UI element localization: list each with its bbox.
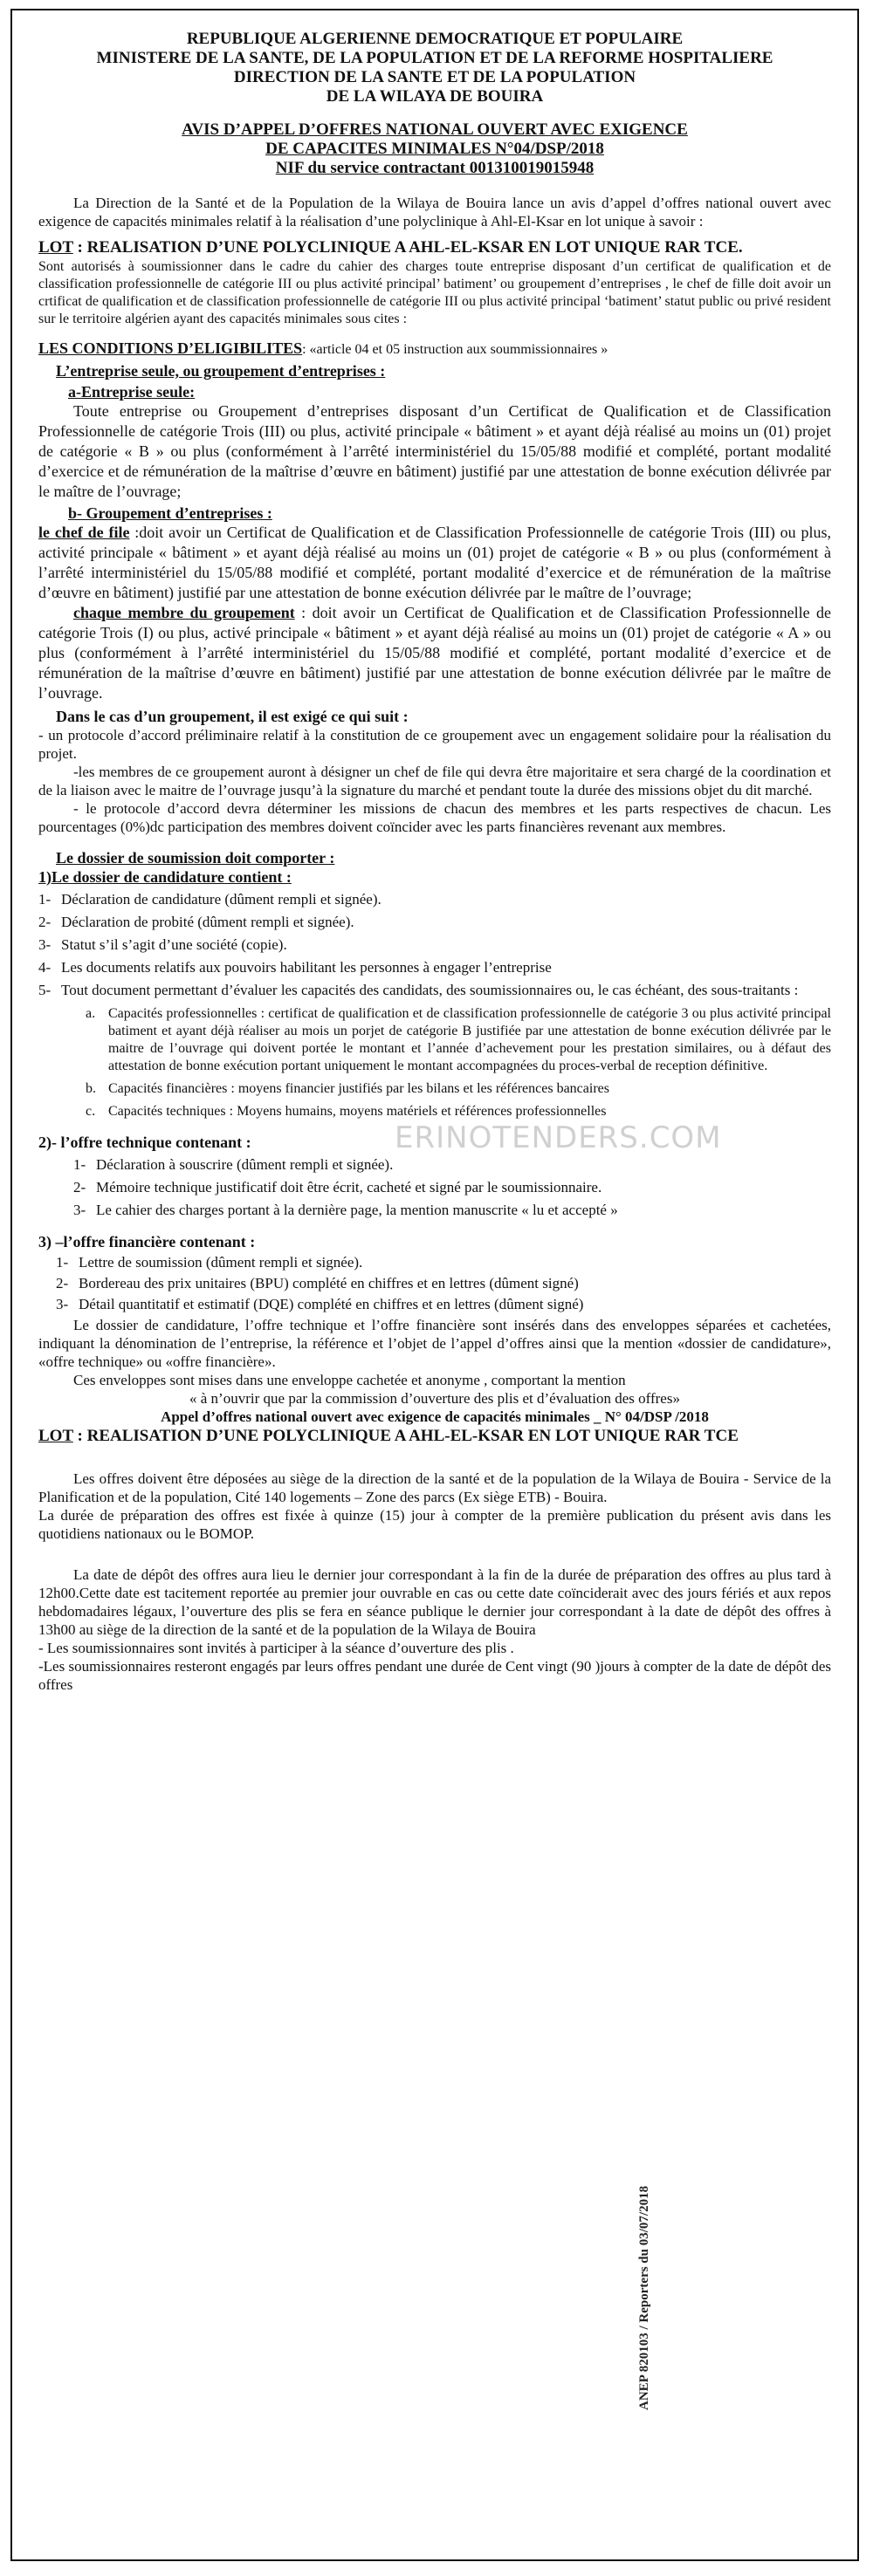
membre-label: chaque membre du groupement [73,604,295,621]
lot-text: : REALISATION D’UNE POLYCLINIQUE A AHL-EL-KSAR EN LOT UNIQUE RAR TCE [77,1427,739,1445]
lot-line [38,237,831,258]
lot-label: LOT [38,238,73,257]
lot-text: : REALISATION D’UNE POLYCLINIQUE A AHL-EL-KSAR EN LOT UNIQUE RAR TCE. [77,238,743,257]
candidature-heading: 1)Le dossier de candidature contient : [38,868,292,886]
cas-item: - le protocole d’accord devra déterminer les missions de chacun des membres et les parts respectives de chacun. Les pourcentages (0%)dc participation des membres doivent coïncider avec les parts financières revenant aux membres. [38,800,831,835]
validity-paragraph: -Les soumissionnaires resteront engagés par leurs offres pendant une durée de Cent vingt (90 )jours à compter de la date de dépôt des offres [38,1658,831,1693]
deposit-paragraph: Les offres doivent être déposées au siège de la direction de la santé et de la population de la Wilaya de Bouira - Service de la Planification et de la population, Cité 140 logements – Zone des parcs (Ex siège ETB) - Bouira. [38,1470,831,1505]
list-item: b. Capacités financières : moyens financier justifiés par les bilans et les références bancaires [86,1081,609,1096]
header-line: DIRECTION DE LA SANTE ET DE LA POPULATION [233,68,636,86]
financial-list [38,1253,831,1314]
admission-paragraph: Sont autorisés à soumissionner dans le cadre du cahier des charges toute entreprise disposant d’un certificat de qualification et de classification professionnelle de catégorie III ou plus activité principal’ batiment’ ou groupement d’entreprises , le chef de fille doit avoir un crtificat de qualification et de classification professionnelle de catégorie III ou plus activité principal ‘batiment’ statut public ou privé resident sur le territoire algérien ayant des capacités minimales sous cites : [38,259,831,326]
list-item: 2- Mémoire technique justificatif doit être écrit, cacheté et signé par le soumissionnaire. [73,1179,602,1196]
list-item: 1- Lettre de soumission (dûment rempli et signée). [56,1254,363,1271]
list-item: 3- Statut s’il s’agit d’une société (copie). [38,936,287,953]
candidature-list [38,890,831,1000]
chef-paragraph [38,523,831,603]
lot-label: LOT [38,1427,73,1445]
list-item: 1- Déclaration à souscrire (dûment rempli et signée). [73,1156,394,1173]
list-item: 3- Le cahier des charges portant à la dernière page, la mention manuscrite « lu et accepté » [73,1202,618,1218]
list-item: 2- Bordereau des prix unitaires (BPU) complété en chiffres et en lettres (dûment signé) [56,1275,579,1291]
title-line: AVIS D’APPEL D’OFFRES NATIONAL OUVERT AVEC EXIGENCE [182,120,688,139]
cas-item: -les membres de ce groupement auront à désigner un chef de file qui devra être majoritaire et sera chargé de la coordination et de la liaison avec le maitre de l’ouvrage jusqu’à la signature du marché et pendant toute la durée des missions objet du dit marché. [38,764,831,798]
list-item: 1- Déclaration de candidature (dûment rempli et signée). [38,891,382,908]
dossier-heading: Le dossier de soumission doit comporter : [56,849,335,867]
eligibility-ref: : «article 04 et 05 instruction aux soummissionnaires » [302,342,608,357]
watermark: ERINOTENDERS.COM [395,1120,722,1155]
envelope-mention: « à n’ouvrir que par la commission d’ouverture des plis et d’évaluation des offres» [189,1390,680,1407]
intro-paragraph: La Direction de la Santé et de la Population de la Wilaya de Bouira lance un avis d’appel d’offres national ouvert avec exigence de capacités minimales relatif à la réalisation d’une polyclinique à Ahl-El-Ksar en lot unique à savoir : [38,195,831,230]
list-item: 5- Tout document permettant d’évaluer les capacités des candidats, des soumissionnaires ou, le cas échéant, des sous-traitants : [38,982,799,998]
side-note: ANEP 820103 / Reporters du 03/07/2018 [637,2185,651,2410]
envelope-paragraph: Le dossier de candidature, l’offre technique et l’offre financière sont insérés dans des enveloppes séparées et cachetées, indiquant la dénomination de l’entreprise, la référence et l’objet de l’appel d’offres ainsi que la mention «dossier de candidature», «offre technique» ou «offre financière». [38,1317,831,1370]
notice-title [38,120,831,178]
eligibility-heading [38,339,831,360]
cas-item: - un protocole d’accord préliminaire relatif à la constitution de ce groupement avec un engagement solidaire pour la réalisation du projet. [38,727,831,762]
membre-text: : doit avoir un Certificat de Qualification et de Classification Professionnelle de catégorie Trois (I) ou plus, activé principale « bâtiment » et ayant déjà réalisé au moins un (01) projet de catégorie « A » ou plus (conformément à l’arrêté interministériel du 15/05/88 modifié et complété, portant modalité d’exercice et de rémunération de la maîtrise d’œuvre en bâtiment) justifié par une attestation de bonne exécution délivrée par le maître de l’ouvrage. [38,604,832,702]
cas-heading: Dans le cas d’un groupement, il est exigé ce qui suit : [56,708,409,725]
financial-heading: 3) –l’offre financière contenant : [38,1233,256,1250]
date-paragraph: La date de dépôt des offres aura lieu le dernier jour correspondant à la fin de la durée de préparation des offres au plus tard à 12h00.Cette date est tacitement reportée au premier jour ouvrable en cas ou cette date coïnciderait avec des jours fériés et aux repos hebdomadaires légaux, l’ouverture des plis se fera en séance publique le dernier jour correspondant à la date de dépôt des offres à 13h00 au siège de la direction de la santé et de la population de la Wilaya de Bouira [38,1566,831,1638]
membre-paragraph [38,603,831,703]
invitation-paragraph: - Les soumissionnaires sont invités à participer à la séance d’ouverture des plis . [38,1640,514,1656]
header [38,30,831,106]
envelope-reference: Appel d’offres national ouvert avec exigence de capacités minimales _ N° 04/DSP /2018 [161,1408,709,1425]
envelope-paragraph: Ces enveloppes sont mises dans une enveloppe cachetée et anonyme , comportant la mention [73,1372,626,1388]
list-item: 4- Les documents relatifs aux pouvoirs habilitant les personnes à engager l’entreprise [38,959,552,976]
list-item: 3- Détail quantitatif et estimatif (DQE) complété en chiffres et en lettres (dûment signé) [56,1296,584,1312]
a-text: Toute entreprise ou Groupement d’entreprises disposant d’un Certificat de Qualification et de Classification Professionnelle de catégorie Trois (III) ou plus, activité principale « bâtiment » et ayant déjà réalisé au moins un (01) projet de catégorie « B » ou plus (conformément à l’arrêté interministériel du 15/05/88 modifié et complété, portant modalité d’exercice et de rémunération de la maîtrise d’œuvre en bâtiment) justifié par une attestation de bonne exécution délivrée par le maître de l’ouvrage; [38,402,831,500]
technical-list [38,1155,831,1220]
list-item: 2- Déclaration de probité (dûment rempli et signée). [38,914,354,930]
nif-line: NIF du service contractant 001310019015948 [275,159,595,177]
header-line: DE LA WILAYA DE BOUIRA [326,87,544,106]
title-line: DE CAPACITES MINIMALES N°04/DSP/2018 [265,140,604,158]
header-line: REPUBLIQUE ALGERIENNE DEMOCRATIQUE ET POPULAIRE [186,30,684,48]
lot-line [38,1426,831,1447]
duration-paragraph: La durée de préparation des offres est fixée à quinze (15) jour à compter de la première publication du présent avis dans les quotidiens nationaux ou le BOMOP. [38,1507,831,1542]
list-item: c. Capacités techniques : Moyens humains, moyens matériels et références professionnelles [86,1104,607,1119]
tender-notice [10,9,859,2561]
a-heading: a-Entreprise seule: [68,383,196,401]
technical-heading: 2)- l’offre technique contenant : [38,1134,251,1151]
chef-text: :doit avoir un Certificat de Qualification et de Classification Professionnelle de catégorie Trois (III) ou plus, activité principale « bâtiment » et ayant déjà réalisé au moins un (01) projet de catégorie « B » ou plus (conformément à l’arrêté interministériel du 15/05/88 modifié et complété, portant modalité d’exercice et de rémunération de la maîtrise d’œuvre en bâtiment) justifié par une attestation de bonne exécution délivrée par le maître de l’ouvrage; [38,524,831,601]
capacity-list [38,1005,831,1120]
b-heading: b- Groupement d’entreprises : [68,504,272,522]
list-item: a. Capacités professionnelles : certificat de qualification et de classification professionnelle de catégorie 3 ou plus activité principal batiment et ayant déjà réaliser au mois un porjet de catégorie B justifiée par une attestation de bonne exécution délivrée par le maitre de l’ouvrage qui doivent portée le montant et l’année d’achevement pour les prestation similaires, ou à défaut des attestation de bonne exécution portant uniquement le montant accompagnées du proces-verbal de reception définitive. [86,1006,831,1073]
header-line: MINISTERE DE LA SANTE, DE LA POPULATION ET DE LA REFORME HOSPITALIERE [96,49,773,67]
chef-label: le chef de file [38,524,130,541]
eligibility-subheading: L’entreprise seule, ou groupement d’entreprises : [56,362,386,380]
eligibility-title: LES CONDITIONS D’ELIGIBILITES [38,339,303,357]
